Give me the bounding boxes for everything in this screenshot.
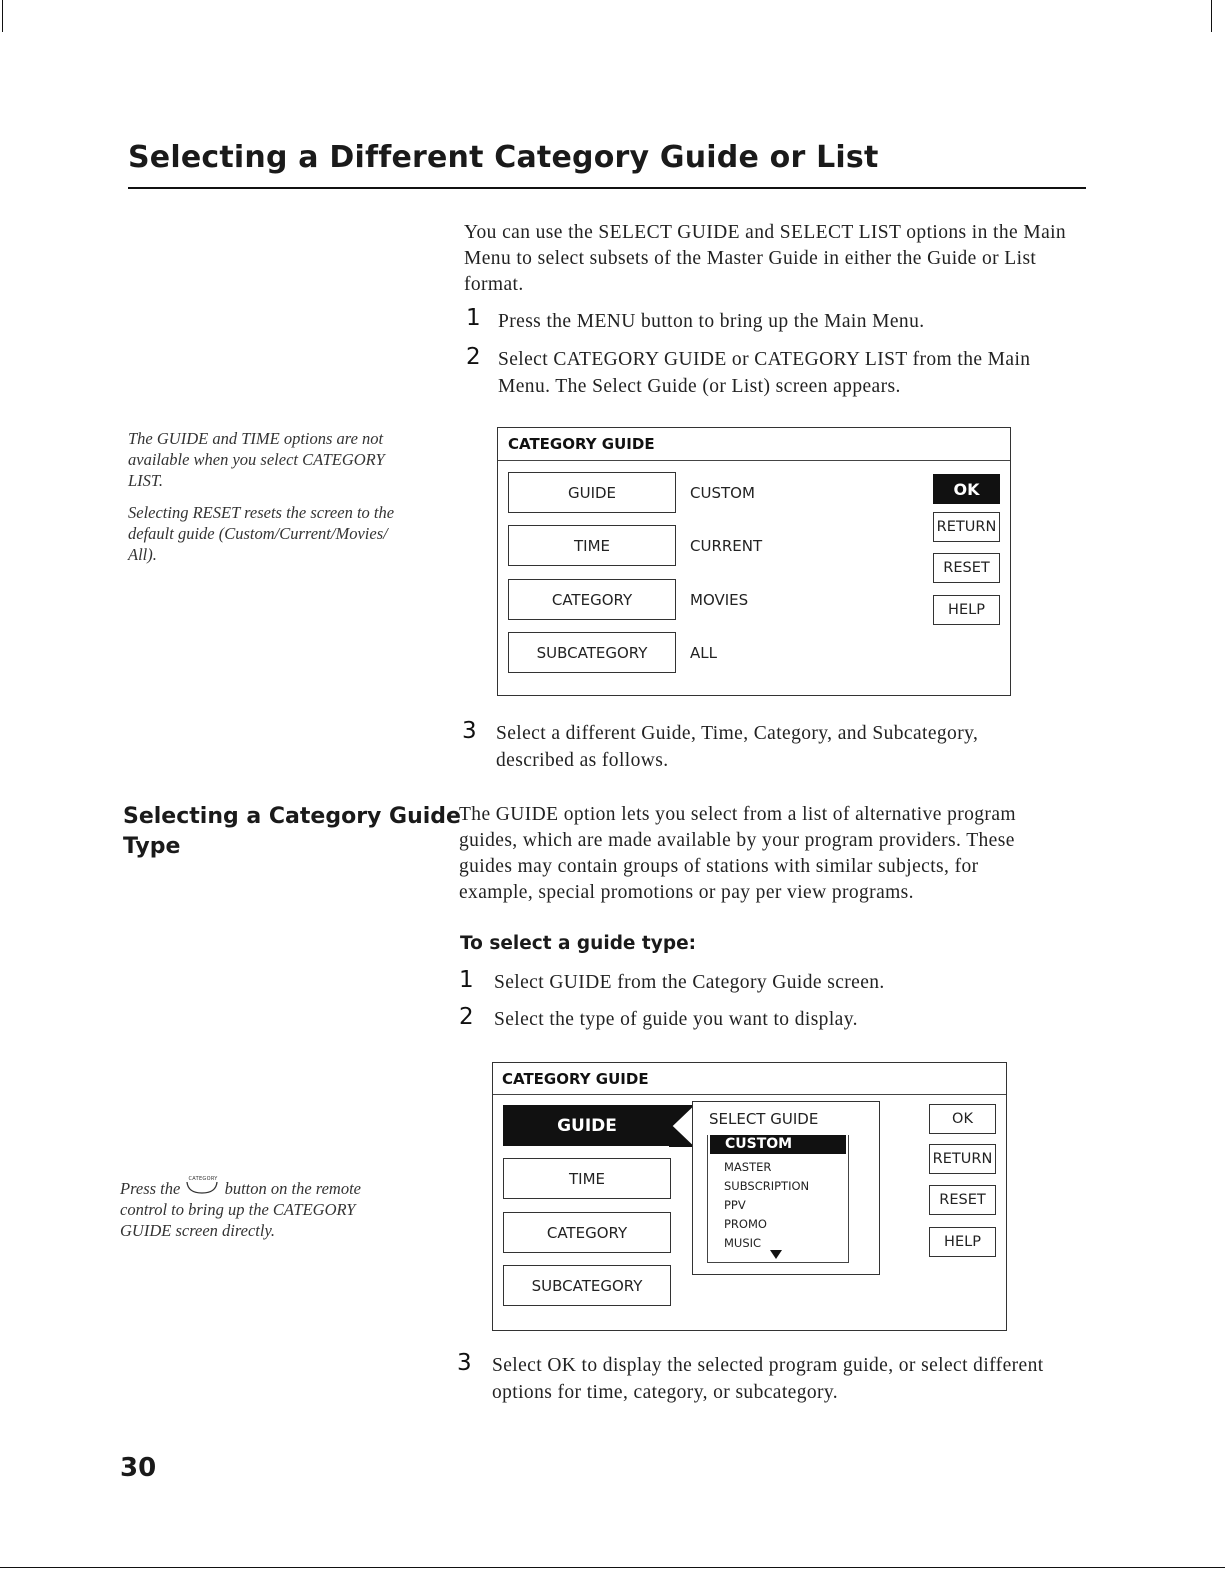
side-note-2-line-3: All).	[128, 545, 157, 564]
return-button[interactable]: RETURN	[933, 512, 1000, 542]
guide-type-item-selected[interactable]: CUSTOM	[710, 1135, 846, 1154]
section-paragraph-line-4: example, special promotions or pay per view programs.	[459, 882, 914, 903]
help-button[interactable]: HELP	[929, 1227, 996, 1257]
step-1-number: 1	[466, 305, 481, 331]
scan-edge-mark-right	[1211, 0, 1212, 32]
step-2-line-2: Menu. The Select Guide (or List) screen appears.	[498, 376, 901, 397]
screen-2-title-rule	[493, 1094, 1006, 1095]
intro-line-1: You can use the SELECT GUIDE and SELECT LIST options in the Main	[464, 222, 1067, 243]
section-heading-line-2: Type	[123, 834, 181, 859]
category-button-icon	[184, 1178, 220, 1196]
intro-paragraph	[464, 220, 1104, 298]
side-note-3-line-1	[120, 1178, 430, 1199]
scan-edge-mark-left	[2, 0, 3, 32]
step-2-text	[498, 346, 1098, 400]
select-step-2-text: Select the type of guide you want to display.	[494, 1009, 858, 1030]
category-option-button[interactable]: CATEGORY	[508, 579, 676, 620]
screen-2-title: CATEGORY GUIDE	[502, 1070, 649, 1088]
help-button[interactable]: HELP	[933, 595, 1000, 625]
time-option-button[interactable]: TIME	[508, 525, 676, 566]
side-note-3-line-1a: Press the	[120, 1179, 181, 1198]
side-note-3-line-3: GUIDE screen directly.	[120, 1221, 276, 1240]
guide-type-item[interactable]: PROMO	[724, 1217, 767, 1231]
section-heading-line-1: Selecting a Category Guide	[123, 804, 461, 829]
section-paragraph-line-1: The GUIDE option lets you select from a list of alternative program	[459, 804, 1016, 825]
section-paragraph-line-2: guides, which are made available by your program providers. These	[459, 830, 1015, 851]
time-option-value: CURRENT	[690, 537, 763, 555]
reset-button[interactable]: RESET	[933, 553, 1000, 583]
final-step-3-number: 3	[457, 1350, 472, 1376]
guide-type-item[interactable]: PPV	[724, 1198, 746, 1212]
side-note-1-line-1: The GUIDE and TIME options are not	[128, 429, 384, 448]
page-number: 30	[120, 1453, 157, 1483]
side-note-1-line-3: LIST.	[128, 471, 163, 490]
screen-1-title-rule	[498, 460, 1010, 461]
side-note-1-line-2: available when you select CATEGORY	[128, 450, 385, 469]
title-rule	[128, 187, 1086, 189]
scroll-down-arrow-icon[interactable]	[770, 1250, 782, 1259]
time-option-button[interactable]: TIME	[503, 1158, 671, 1199]
final-step-3-line-1: Select OK to display the selected program guide, or select different	[492, 1355, 1044, 1376]
guide-type-item[interactable]: MASTER	[724, 1160, 772, 1174]
side-note-guide-time	[128, 428, 438, 491]
guide-type-item[interactable]: MUSIC	[724, 1236, 762, 1250]
category-guide-screen-2	[492, 1062, 1007, 1331]
final-step-3-line-2: options for time, category, or subcategory.	[492, 1382, 839, 1403]
step-2-line-1: Select CATEGORY GUIDE or CATEGORY LIST from the Main	[498, 349, 1031, 370]
guide-type-list	[707, 1135, 849, 1263]
reset-button[interactable]: RESET	[929, 1185, 996, 1215]
page-title: Selecting a Different Category Guide or List	[128, 140, 879, 175]
guide-option-button-selected[interactable]: GUIDE	[503, 1105, 671, 1146]
ok-button[interactable]: OK	[933, 474, 1000, 504]
step-2-number: 2	[466, 344, 481, 370]
step-1-text: Press the MENU button to bring up the Main Menu.	[498, 311, 925, 332]
guide-option-value: CUSTOM	[690, 484, 755, 502]
section-paragraph-line-3: guides may contain groups of stations with similar subjects, for	[459, 856, 979, 877]
select-step-1-number: 1	[459, 967, 474, 993]
final-step-3-text	[492, 1352, 1112, 1406]
step-3-text	[496, 720, 1096, 774]
side-note-reset	[128, 502, 438, 565]
step-3-line-2: described as follows.	[496, 750, 669, 771]
select-step-2-number: 2	[459, 1004, 474, 1030]
step-3-number: 3	[462, 718, 477, 744]
step-3-line-1: Select a different Guide, Time, Category, and Subcategory,	[496, 723, 979, 744]
select-guide-popup	[692, 1101, 880, 1275]
category-guide-screen-1	[497, 427, 1011, 696]
section-heading	[123, 802, 461, 862]
select-guide-popup-title: SELECT GUIDE	[709, 1110, 819, 1128]
intro-line-2: Menu to select subsets of the Master Guide in either the Guide or List	[464, 248, 1037, 269]
category-option-button[interactable]: CATEGORY	[503, 1212, 671, 1253]
category-option-value: MOVIES	[690, 591, 749, 609]
to-select-guide-type-heading: To select a guide type:	[460, 933, 697, 954]
subcategory-option-value: ALL	[690, 644, 717, 662]
side-note-2-line-2: default guide (Custom/Current/Movies/	[128, 524, 388, 543]
side-note-2-line-1: Selecting RESET resets the screen to the	[128, 503, 395, 522]
side-note-3-line-1b: button on the remote	[224, 1179, 362, 1198]
return-button[interactable]: RETURN	[929, 1144, 996, 1174]
subcategory-option-button[interactable]: SUBCATEGORY	[503, 1265, 671, 1306]
bottom-edge-rule	[0, 1567, 1225, 1568]
ok-button[interactable]: OK	[929, 1104, 996, 1134]
screen-1-title: CATEGORY GUIDE	[508, 435, 655, 453]
select-step-1-text: Select GUIDE from the Category Guide screen.	[494, 972, 885, 993]
category-button-icon-label: CATEGORY	[188, 1176, 218, 1182]
side-note-3-line-2: control to bring up the CATEGORY	[120, 1200, 356, 1219]
subcategory-option-button[interactable]: SUBCATEGORY	[508, 632, 676, 673]
section-paragraph	[459, 802, 1099, 906]
guide-type-item[interactable]: SUBSCRIPTION	[724, 1179, 810, 1193]
guide-option-button[interactable]: GUIDE	[508, 472, 676, 513]
side-note-category-button	[120, 1178, 430, 1241]
intro-line-3: format.	[464, 274, 524, 295]
